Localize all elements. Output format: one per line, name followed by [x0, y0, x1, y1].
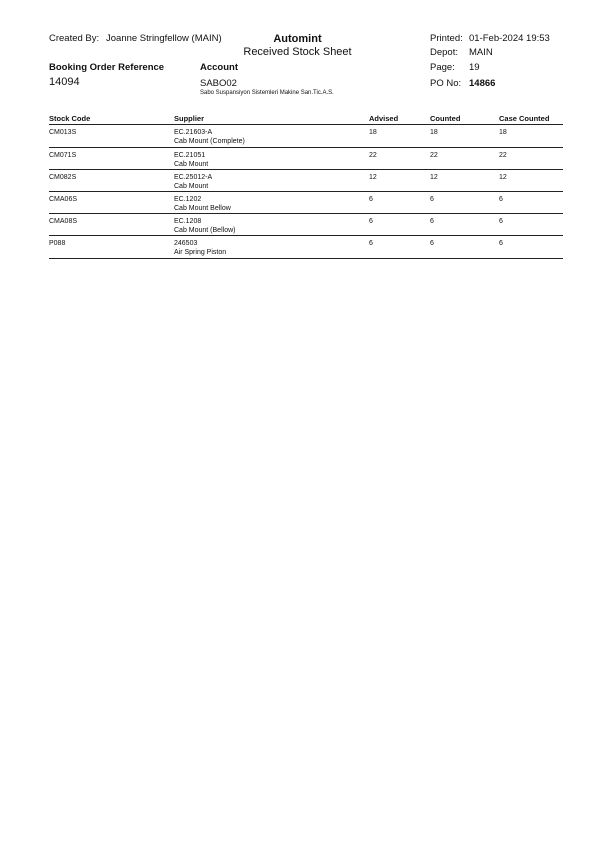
- booking-ref-value: 14094: [49, 76, 80, 88]
- page-title: Received Stock Sheet: [243, 46, 352, 58]
- stock-code: CM071S: [49, 152, 77, 159]
- created-by-label: Created By:: [49, 33, 100, 44]
- stock-code: CMA06S: [49, 196, 78, 203]
- supplier-code: 246503: [174, 240, 198, 247]
- case-counted-qty: 22: [499, 152, 507, 159]
- row-divider: [49, 169, 563, 170]
- col-case-counted: Case Counted: [499, 114, 550, 123]
- advised-qty: 22: [369, 152, 377, 159]
- stock-code: P088: [49, 240, 66, 247]
- supplier-code: EC.1208: [174, 218, 202, 225]
- col-counted: Counted: [430, 114, 461, 123]
- col-stock-code: Stock Code: [49, 114, 91, 123]
- created-by-value: Joanne Stringfellow (MAIN): [106, 33, 222, 44]
- printed-value: 01-Feb-2024 19:53: [469, 33, 550, 44]
- row-divider: [49, 191, 563, 192]
- header-rule: [49, 124, 563, 125]
- case-counted-qty: 18: [499, 129, 507, 136]
- row-divider: [49, 213, 563, 214]
- counted-qty: 6: [430, 218, 434, 225]
- stock-code: CM082S: [49, 174, 77, 181]
- page-number: 19: [469, 62, 480, 73]
- supplier-code: EC.21603-A: [174, 129, 213, 136]
- advised-qty: 18: [369, 129, 377, 136]
- item-description: Cab Mount (Bellow): [174, 227, 236, 234]
- col-advised: Advised: [369, 114, 399, 123]
- case-counted-qty: 6: [499, 240, 503, 247]
- po-number: 14866: [469, 78, 496, 89]
- item-description: Cab Mount (Complete): [174, 138, 245, 145]
- advised-qty: 6: [369, 240, 373, 247]
- item-description: Cab Mount Bellow: [174, 205, 231, 212]
- supplier-code: EC.21051: [174, 152, 206, 159]
- counted-qty: 18: [430, 129, 438, 136]
- supplier-code: EC.25012-A: [174, 174, 213, 181]
- advised-qty: 6: [369, 196, 373, 203]
- po-label: PO No:: [430, 78, 462, 89]
- case-counted-qty: 6: [499, 196, 503, 203]
- depot-value: MAIN: [469, 47, 493, 58]
- counted-qty: 6: [430, 240, 434, 247]
- item-description: Cab Mount: [174, 161, 209, 168]
- account-code: SABO02: [200, 78, 237, 89]
- account-name: Sabo Suspansiyon Sistemleri Makine San.Tic.A.S.: [200, 90, 334, 96]
- company-name: Automint: [273, 33, 322, 45]
- supplier-code: EC.1202: [174, 196, 202, 203]
- stock-code: CMA08S: [49, 218, 78, 225]
- printed-label: Printed:: [430, 33, 463, 44]
- row-divider: [49, 147, 563, 148]
- col-supplier: Supplier: [174, 114, 205, 123]
- counted-qty: 22: [430, 152, 438, 159]
- case-counted-qty: 6: [499, 218, 503, 225]
- advised-qty: 12: [369, 174, 377, 181]
- depot-label: Depot:: [430, 47, 458, 58]
- page-label: Page:: [430, 62, 455, 73]
- booking-ref-label: Booking Order Reference: [49, 62, 165, 73]
- stock-code: CM013S: [49, 129, 77, 136]
- counted-qty: 6: [430, 196, 434, 203]
- row-divider: [49, 235, 563, 236]
- counted-qty: 12: [430, 174, 438, 181]
- item-description: Cab Mount: [174, 183, 209, 190]
- row-divider: [49, 258, 563, 259]
- advised-qty: 6: [369, 218, 373, 225]
- account-label: Account: [200, 62, 238, 73]
- item-description: Air Spring Piston: [174, 249, 227, 256]
- case-counted-qty: 12: [499, 174, 507, 181]
